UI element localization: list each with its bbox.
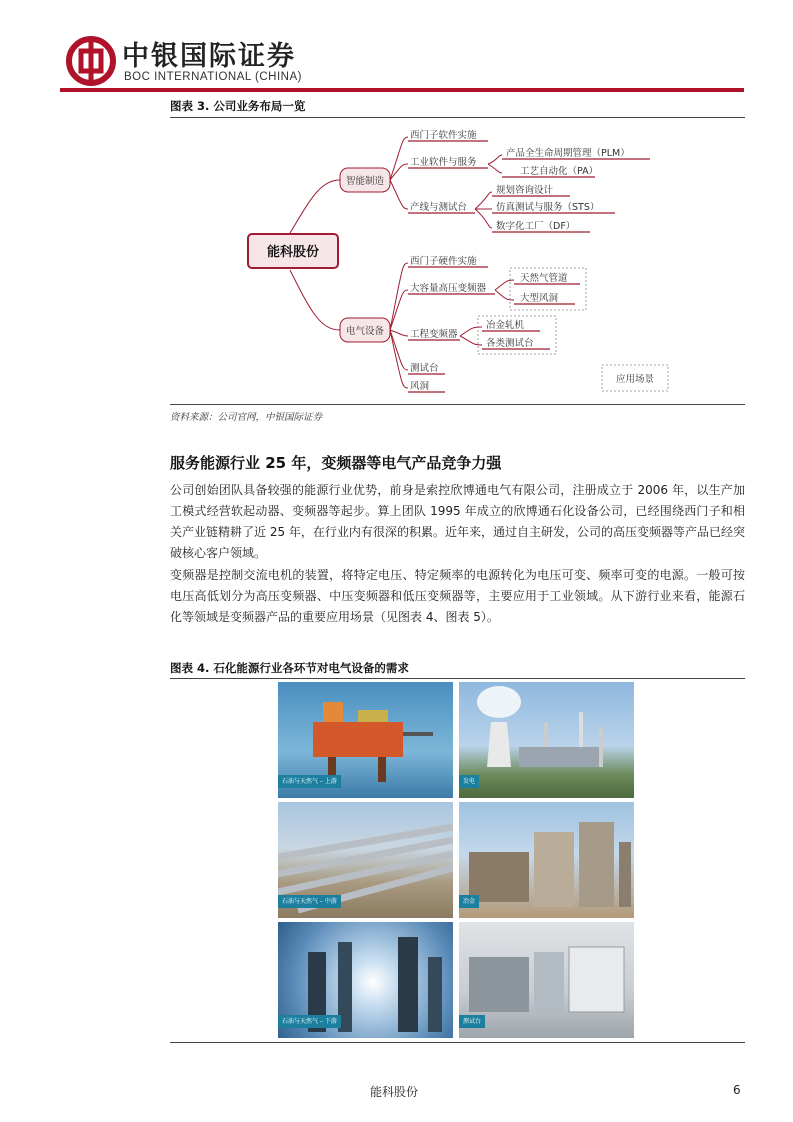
mm-leaf: 产品全生命周期管理（PLM） (506, 148, 630, 159)
mm-item: 西门子硬件实施 (410, 256, 477, 267)
mm-item: 工程变频器 (410, 329, 458, 340)
mm-leaf: 大型风洞 (520, 293, 559, 304)
photo-metallurgy (459, 802, 634, 918)
mm-leaf: 数字化工厂（DF） (496, 221, 576, 232)
mm-leaf: 工艺自动化（PA） (520, 166, 599, 177)
figure3-source: 资料来源：公司官网，中银国际证券 (170, 412, 323, 423)
mm-leaf: 冶金轧机 (486, 320, 525, 331)
brand-name-en: BOC INTERNATIONAL (CHINA) (124, 71, 302, 83)
mm-leaf: 各类测试台 (486, 338, 534, 349)
mm-item: 测试台 (410, 363, 439, 374)
paragraph-2: 变频器是控制交流电机的装置，将特定电压、特定频率的电源转化为电压可变、频率可变的电源。一般可按电压高低划分为高压变频器、中压变频器和低压变频器等，主要应用于工业领域。从下游行业来看，能源石化等领域是变频器产品的重要应用场景（见图表 4、图表 5）。 (170, 568, 745, 624)
figure3-top-rule (170, 117, 745, 118)
photo-caption: 石油与天然气 – 下游 (278, 1015, 341, 1028)
mm-item: 工业软件与服务 (410, 157, 477, 168)
boc-logo-icon (66, 36, 116, 86)
header-divider (60, 88, 744, 92)
photo-oil-gas-upstream (278, 682, 453, 798)
figure4-bottom-rule (170, 1042, 745, 1043)
photo-caption: 冶金 (459, 895, 479, 908)
connector-center-branch1 (290, 180, 340, 233)
power-plant-icon (459, 682, 634, 798)
mm-leaf: 天然气管道 (520, 273, 568, 284)
figure4-top-rule (170, 678, 745, 679)
figure4-title: 图表 4. 石化能源行业各环节对电气设备的需求 (170, 661, 409, 675)
photo-caption: 石油与天然气 – 中游 (278, 895, 341, 908)
brand-name-cn: 中银国际证券 (122, 41, 296, 72)
mm-leaf: 规划咨询设计 (496, 185, 554, 196)
branch-electrical-equipment: 电气设备 (345, 326, 385, 337)
mm-item: 风洞 (410, 381, 430, 392)
page-number: 6 (733, 1083, 741, 1097)
footer-company: 能科股份 (370, 1085, 419, 1099)
mm-item: 大容量高压变频器 (410, 283, 487, 294)
business-mindmap (170, 120, 745, 405)
mm-item: 产线与测试台 (410, 202, 468, 213)
figure3-bottom-rule (170, 404, 745, 405)
mm-leaf: 仿真测试与服务（STS） (496, 202, 600, 213)
photo-caption: 测试台 (459, 1015, 485, 1028)
photo-oil-gas-midstream (278, 802, 453, 918)
mm-item: 西门子软件实施 (410, 130, 477, 141)
test-bench-icon (459, 922, 634, 1038)
photo-test-bench (459, 922, 634, 1038)
photo-caption: 发电 (459, 775, 479, 788)
figure3-title: 图表 3. 公司业务布局一览 (170, 99, 306, 113)
connector-center-branch2 (290, 270, 340, 330)
branch-intelligent-manufacturing: 智能制造 (345, 176, 385, 187)
mindmap-legend: 应用场景 (615, 374, 655, 385)
photo-oil-gas-downstream (278, 922, 453, 1038)
steel-mill-icon (459, 802, 634, 918)
photo-caption: 石油与天然气 – 上游 (278, 775, 341, 788)
paragraph-1: 公司创始团队具备较强的能源行业优势，前身是索控欣博通电气有限公司，注册成立于 2006 年，以生产加工模式经营软起动器、变频器等起步。算上团队 1995 年成立的欣博通石化设备公司，已经围绕西门子和相关产业链精耕了近 25 年，在行业内有很深的积累。近年来，通过自主研发，公司的高压变频器等产品已经突破核心客户领域。 (170, 483, 745, 560)
mindmap-center: 能科股份 (266, 245, 320, 260)
photo-power-generation (459, 682, 634, 798)
section-title: 服务能源行业 25 年，变频器等电气产品竞争力强 (170, 454, 502, 472)
